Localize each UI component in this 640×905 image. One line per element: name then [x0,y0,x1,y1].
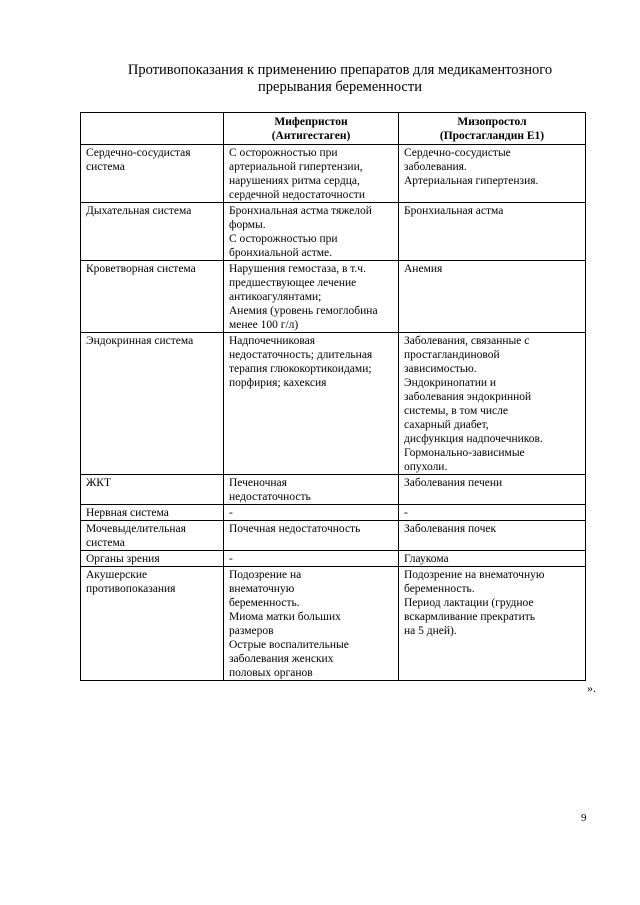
cell-line: простагландиновой [404,349,500,361]
cell-line: заболевания эндокринной [404,391,532,403]
cell-line: - [404,507,408,519]
cell-misoprostol [399,521,586,551]
cell-system [81,203,224,261]
cell-line: система [86,537,125,549]
cell-line: бронхиальной астме. [229,247,333,259]
cell-line: вскармливание прекратить [404,611,536,623]
cell-line: внематочную [229,583,295,595]
header-system [81,113,224,145]
cell-line: Острые воспалительные [229,639,349,651]
cell-line: нарушениях ритма сердца, [229,175,360,187]
table-row [81,333,586,475]
table-row [81,261,586,333]
document-title [80,62,600,96]
cell-system [81,261,224,333]
cell-line: Миома матки больших [229,611,341,623]
cell-line: предшествующее лечение [229,277,357,289]
cell-line: недостаточность; длительная [229,349,373,361]
cell-line: Нарушения гемостаза, в т.ч. [229,263,366,275]
header-misoprostol: Мизопростол (Простагландин Е1) [399,113,586,145]
cell-line: размеров [229,625,274,637]
cell-line: Гормонально-зависимые [404,447,525,459]
cell-system [81,567,224,681]
cell-line: система [86,161,125,173]
cell-system [81,333,224,475]
cell-line: опухоли. [404,461,448,473]
cell-line: на 5 дней). [404,625,457,637]
cell-system [81,475,224,505]
cell-line: - [229,507,233,519]
cell-line: терапия глюкокортикоидами; [229,363,372,375]
cell-misoprostol [399,551,586,567]
cell-line: Артериальная гипертензия. [404,175,539,187]
table-row [81,551,586,567]
cell-line: Печеночная [229,477,287,489]
cell-line: системы, в том числе [404,405,508,417]
title-line-2: прерывания беременности [258,79,422,95]
header-mifepristone: Мифепристон (Антигестаген) [224,113,399,145]
table-row [81,475,586,505]
cell-system [81,145,224,203]
cell-line: ЖКТ [86,477,111,489]
cell-line: Акушерские [86,569,148,581]
cell-misoprostol [399,203,586,261]
cell-line: Мочевыделительная [86,523,186,535]
cell-line: Заболевания почек [404,523,497,535]
cell-line: менее 100 г/л) [229,319,299,331]
cell-line: Подозрение на [229,569,302,581]
cell-misoprostol [399,261,586,333]
cell-misoprostol [399,567,586,681]
table-row [81,145,586,203]
cell-line: Период лактации (грудное [404,597,534,609]
cell-line: Сердечно-сосудистая [86,147,191,159]
cell-mifepristone [224,521,399,551]
cell-line: Надпочечниковая [229,335,315,347]
cell-line: зависимостью. [404,363,477,375]
table-body [81,145,586,681]
cell-mifepristone [224,333,399,475]
table-header-row [81,113,586,145]
cell-mifepristone [224,505,399,521]
cell-mifepristone [224,145,399,203]
cell-line: Глаукома [404,553,449,565]
cell-line: Сердечно-сосудистые [404,147,511,159]
cell-mifepristone [224,203,399,261]
cell-line: Анемия [404,263,443,275]
cell-line: артериальной гипертензии, [229,161,363,173]
cell-line: беременность. [229,597,300,609]
cell-line: половых органов [229,667,313,679]
table-row [81,567,586,681]
cell-line: Нервная система [86,507,169,519]
cell-line: Почечная недостаточность [229,523,361,535]
cell-line: Бронхиальная астма тяжелой [229,205,372,217]
cell-line: формы. [229,219,266,231]
cell-line: заболевания женских [229,653,334,665]
cell-system [81,521,224,551]
cell-line: Дыхательная система [86,205,192,217]
cell-line: сердечной недостаточности [229,189,365,201]
table-row [81,203,586,261]
table-row [81,505,586,521]
cell-mifepristone [224,475,399,505]
cell-mifepristone [224,567,399,681]
contraindications-table [80,112,586,681]
cell-system [81,551,224,567]
cell-line: Эндокринопатии и [404,377,497,389]
cell-mifepristone [224,551,399,567]
page-number: 9 [581,812,587,824]
cell-line: С осторожностью при [229,147,338,159]
cell-line: недостаточность [229,491,311,503]
cell-line: дисфункция надпочечников. [404,433,543,445]
cell-line: Бронхиальная астма [404,205,504,217]
cell-line: Эндокринная система [86,335,194,347]
cell-line: Заболевания, связанные с [404,335,530,347]
cell-line: Анемия (уровень гемоглобина [229,305,378,317]
cell-line: заболевания. [404,161,467,173]
cell-system [81,505,224,521]
cell-line: противопоказания [86,583,176,595]
cell-line: Подозрение на внематочную [404,569,545,581]
closing-quote: ». [587,681,596,695]
cell-misoprostol [399,145,586,203]
table-row [81,521,586,551]
cell-line: Заболевания печени [404,477,503,489]
cell-line: - [229,553,233,565]
cell-line: беременность. [404,583,475,595]
cell-line: порфирия; кахексия [229,377,327,389]
cell-line: антикоагулянтами; [229,291,322,303]
cell-line: С осторожностью при [229,233,338,245]
cell-mifepristone [224,261,399,333]
cell-misoprostol [399,475,586,505]
cell-misoprostol [399,333,586,475]
cell-line: Органы зрения [86,553,160,565]
title-line-1: Противопоказания к применению препаратов для медикаментозного [127,62,553,78]
cell-line: Кроветворная система [86,263,196,275]
cell-misoprostol [399,505,586,521]
cell-line: сахарный диабет, [404,419,489,431]
